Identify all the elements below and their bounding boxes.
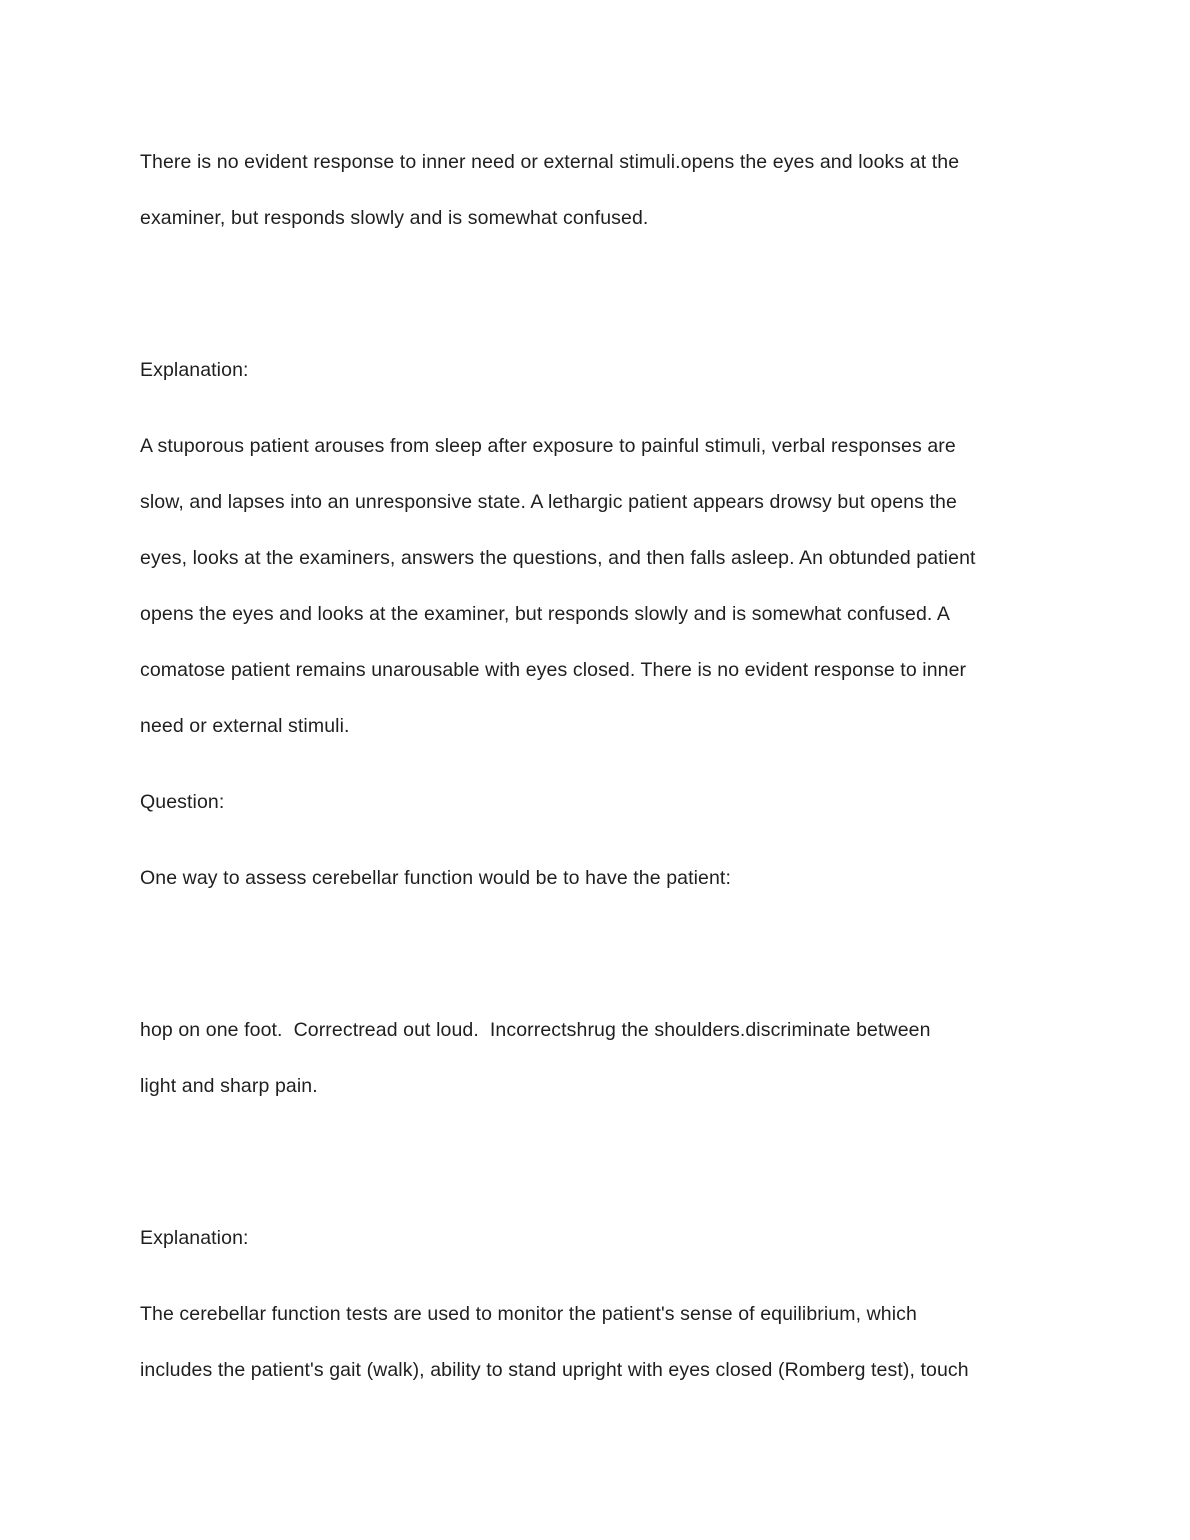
text-line: examiner, but responds slowly and is somewhat confused.: [140, 207, 649, 229]
paragraph: [140, 1210, 1050, 1266]
paragraph: [140, 1286, 1050, 1398]
text-line: light and sharp pain.: [140, 1075, 318, 1097]
text-line: need or external stimuli.: [140, 715, 350, 737]
paragraph: [140, 850, 1050, 906]
text-line: Explanation:: [140, 359, 249, 381]
empty-paragraph: [140, 1134, 1050, 1190]
paragraph: [140, 418, 1050, 754]
text-line: opens the eyes and looks at the examiner, but responds slowly and is somewhat confused. A: [140, 603, 950, 625]
text-line: The cerebellar function tests are used to monitor the patient's sense of equilibrium, which: [140, 1303, 917, 1325]
paragraph: [140, 1002, 1050, 1114]
text-line: eyes, looks at the examiners, answers the questions, and then falls asleep. An obtunded patient: [140, 547, 976, 569]
paragraph: [140, 134, 1050, 246]
text-line: A stuporous patient arouses from sleep after exposure to painful stimuli, verbal responses are: [140, 435, 956, 457]
text-line: comatose patient remains unarousable with eyes closed. There is no evident response to inner: [140, 659, 967, 681]
paragraph: [140, 774, 1050, 830]
text-line: One way to assess cerebellar function would be to have the patient:: [140, 867, 731, 889]
document-body: [140, 134, 1050, 1398]
text-line: hop on one foot. Correctread out loud. Incorrectshrug the shoulders.discriminate between: [140, 1019, 931, 1041]
empty-paragraph: [140, 926, 1050, 982]
text-line: includes the patient's gait (walk), ability to stand upright with eyes closed (Romberg test), touch: [140, 1359, 969, 1381]
empty-paragraph: [140, 266, 1050, 322]
text-line: There is no evident response to inner need or external stimuli.opens the eyes and looks at the: [140, 151, 960, 173]
paragraph: [140, 342, 1050, 398]
text-line: slow, and lapses into an unresponsive state. A lethargic patient appears drowsy but opens the: [140, 491, 957, 513]
text-line: Explanation:: [140, 1227, 249, 1249]
text-line: Question:: [140, 791, 225, 813]
